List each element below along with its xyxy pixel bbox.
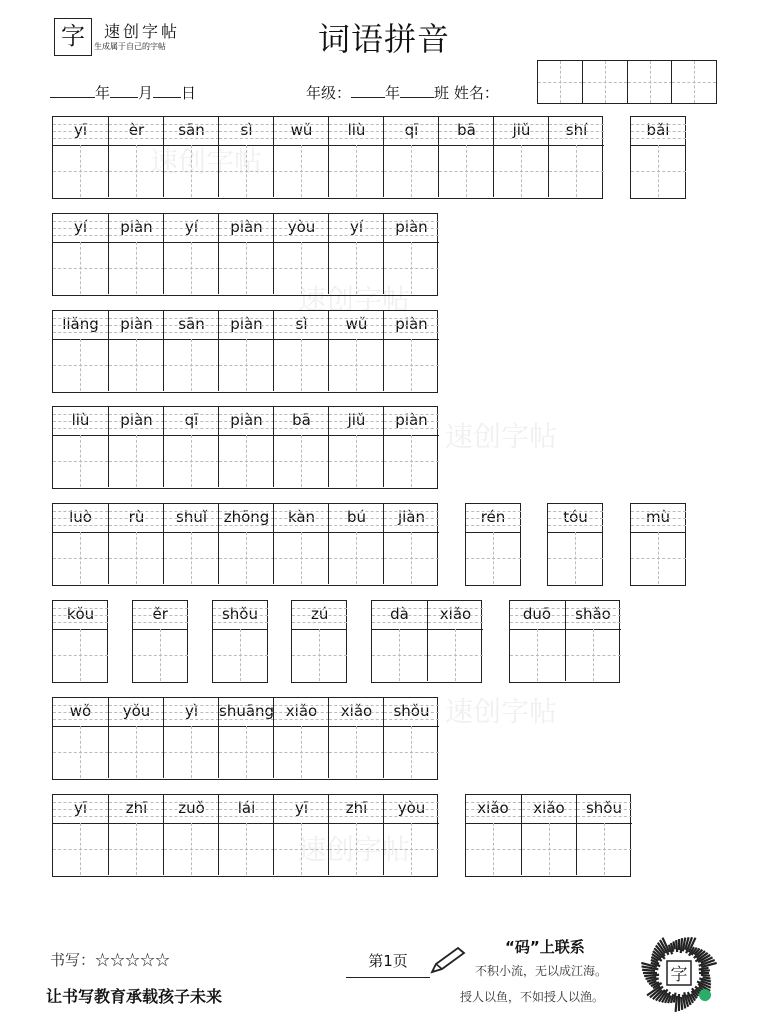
- pinyin-label: yí: [73, 217, 88, 236]
- word-box: [509, 600, 620, 683]
- watermark: 速创字帖: [298, 283, 411, 316]
- pinyin-label: bā: [457, 121, 476, 139]
- class-line: [306, 82, 499, 103]
- writing-cell[interactable]: [108, 407, 164, 487]
- writing-cell[interactable]: [53, 214, 108, 294]
- word-box: [52, 406, 438, 489]
- pinyin-label: piàn: [230, 411, 263, 430]
- writing-cell[interactable]: [493, 117, 549, 197]
- writing-cell[interactable]: [383, 504, 439, 584]
- pinyin-label: piàn: [395, 314, 428, 333]
- day-label: 日: [181, 84, 197, 102]
- pinyin-label: bú: [346, 508, 367, 527]
- writing-cell[interactable]: [108, 698, 164, 778]
- footer-motto: 让书写教育承载孩子未来: [46, 987, 223, 1006]
- watermark: 速创字帖: [445, 420, 558, 453]
- pinyin-label: mù: [645, 508, 671, 527]
- pinyin-label: liǎng: [62, 314, 99, 333]
- word-box: [630, 116, 686, 199]
- pinyin-label: jiàn: [397, 508, 426, 527]
- pinyin-label: yòu: [287, 217, 316, 236]
- pinyin-label: shǒu: [221, 605, 258, 623]
- pinyin-label: xiǎo: [340, 701, 373, 720]
- writing-cell[interactable]: [218, 407, 274, 487]
- writing-cell[interactable]: [328, 311, 384, 391]
- pinyin-label: shuāng: [219, 701, 274, 720]
- pinyin-label: piàn: [395, 411, 428, 430]
- pinyin-label: xiǎo: [285, 701, 318, 720]
- logo-slogan: 生成属于自己的字帖: [94, 42, 166, 51]
- writing-cell[interactable]: [108, 214, 164, 294]
- word-box: [52, 310, 438, 393]
- writing-cell[interactable]: [218, 311, 274, 391]
- pinyin-label: qī: [404, 121, 419, 139]
- rating: [50, 949, 170, 970]
- writing-cell[interactable]: [548, 504, 603, 584]
- word-box: [465, 503, 521, 586]
- rating-stars[interactable]: ☆☆☆☆☆: [95, 951, 171, 969]
- word-box: [52, 213, 438, 296]
- pinyin-label: luò: [69, 508, 92, 527]
- pinyin-label: sān: [178, 121, 205, 139]
- watermark: 速创字帖: [150, 145, 263, 178]
- writing-cell[interactable]: [328, 795, 384, 875]
- pinyin-label: xiǎo: [477, 798, 509, 817]
- pinyin-label: liù: [347, 121, 366, 139]
- writing-cell[interactable]: [218, 504, 274, 584]
- writing-cell[interactable]: [548, 117, 604, 197]
- pinyin-label: bǎi: [646, 121, 670, 139]
- pinyin-label: zuǒ: [178, 798, 205, 817]
- page-title: 词语拼音: [317, 20, 450, 58]
- word-box: [371, 600, 482, 683]
- writing-cell[interactable]: [383, 407, 439, 487]
- writing-cell[interactable]: [438, 117, 494, 197]
- day-blank[interactable]: [153, 83, 181, 98]
- grade-blank[interactable]: [351, 83, 385, 98]
- pinyin-label: rén: [480, 508, 506, 527]
- pinyin-label: yí: [184, 217, 199, 236]
- writing-cell[interactable]: [273, 407, 329, 487]
- pinyin-label: shǒu: [585, 798, 622, 817]
- month-blank[interactable]: [110, 83, 138, 98]
- writing-cell[interactable]: [108, 504, 164, 584]
- writing-cell[interactable]: [383, 214, 439, 294]
- logo-name: 速创字帖: [104, 22, 181, 41]
- writing-cell[interactable]: [163, 214, 219, 294]
- writing-cell[interactable]: [383, 311, 439, 391]
- pinyin-label: sì: [240, 121, 253, 139]
- word-box: [52, 503, 438, 586]
- writing-cell[interactable]: [631, 117, 686, 197]
- writing-cell[interactable]: [576, 795, 632, 875]
- writing-cell[interactable]: [273, 214, 329, 294]
- watermark: 速创字帖: [298, 833, 411, 866]
- pinyin-label: yī: [73, 798, 88, 817]
- writing-cell[interactable]: [53, 117, 108, 197]
- pinyin-label: liù: [71, 411, 90, 430]
- year-label: 年: [95, 84, 111, 102]
- writing-cell[interactable]: [108, 795, 164, 875]
- date-line: [50, 82, 196, 103]
- pinyin-label: sì: [295, 314, 308, 333]
- pinyin-label: zú: [311, 605, 329, 623]
- writing-cell[interactable]: [328, 504, 384, 584]
- pinyin-label: piàn: [120, 411, 153, 430]
- pinyin-label: tóu: [563, 508, 588, 527]
- writing-cell[interactable]: [218, 795, 274, 875]
- logo-mark: 字: [54, 18, 92, 56]
- writing-cell[interactable]: [163, 311, 219, 391]
- word-box: [465, 794, 631, 877]
- writing-cell[interactable]: [108, 117, 164, 197]
- writing-cell[interactable]: [383, 795, 439, 875]
- writing-cell[interactable]: [466, 795, 521, 875]
- word-box: [132, 600, 188, 683]
- writing-cell[interactable]: [53, 601, 108, 681]
- name-label: 姓名：: [453, 84, 499, 102]
- page-number: 第1页: [346, 950, 430, 978]
- writing-cell[interactable]: [631, 504, 686, 584]
- pinyin-label: yī: [294, 798, 309, 817]
- word-box: [630, 503, 686, 586]
- writing-cell[interactable]: [510, 601, 565, 681]
- writing-cell[interactable]: [163, 117, 219, 197]
- pinyin-label: ěr: [152, 605, 168, 623]
- pinyin-label: zhī: [125, 798, 148, 817]
- rating-label: 书写：: [50, 951, 96, 969]
- class-blank[interactable]: [400, 83, 434, 98]
- contact-heading: “码”上联系: [505, 938, 585, 956]
- word-box: [52, 794, 438, 877]
- word-box: [291, 600, 347, 683]
- writing-cell[interactable]: [218, 214, 274, 294]
- pinyin-label: piàn: [230, 314, 263, 333]
- pinyin-label: yì: [184, 701, 199, 720]
- pinyin-label: yǒu: [122, 701, 151, 720]
- pinyin-label: shǒu: [393, 701, 430, 720]
- year-blank[interactable]: [50, 83, 95, 98]
- pinyin-label: shí: [565, 121, 588, 139]
- writing-cell[interactable]: [108, 311, 164, 391]
- pinyin-label: jiǔ: [512, 121, 531, 139]
- pinyin-label: rù: [128, 508, 145, 527]
- pinyin-label: qī: [184, 411, 199, 430]
- pinyin-label: xiǎo: [533, 798, 565, 817]
- grade-year-label: 年: [385, 84, 401, 102]
- pinyin-label: bā: [292, 411, 311, 430]
- mini-program-badge-icon: [699, 989, 711, 1001]
- pinyin-label: wǒ: [69, 701, 92, 720]
- writing-cell[interactable]: [163, 795, 219, 875]
- pinyin-label: wǔ: [290, 121, 313, 139]
- mini-program-qr-code[interactable]: [638, 932, 720, 1014]
- writing-cell[interactable]: [133, 601, 188, 681]
- pinyin-label: lái: [237, 798, 256, 817]
- writing-cell[interactable]: [427, 601, 483, 681]
- pinyin-label: kǒu: [66, 605, 95, 623]
- pinyin-label: piàn: [120, 217, 153, 236]
- writing-cell[interactable]: [53, 795, 108, 875]
- watermark: 速创字帖: [445, 695, 558, 728]
- pinyin-label: kàn: [287, 508, 316, 527]
- writing-cell[interactable]: [383, 698, 439, 778]
- writing-cell[interactable]: [521, 795, 577, 875]
- writing-cell[interactable]: [328, 214, 384, 294]
- month-label: 月: [138, 84, 154, 102]
- class-label: 班: [434, 84, 450, 102]
- writing-cell[interactable]: [273, 117, 329, 197]
- pinyin-label: sān: [178, 314, 205, 333]
- writing-cell[interactable]: [273, 698, 329, 778]
- pinyin-label: èr: [128, 121, 145, 139]
- writing-cell[interactable]: [53, 311, 108, 391]
- pinyin-label: shuǐ: [176, 508, 207, 527]
- writing-cell[interactable]: [53, 407, 108, 487]
- writing-cell[interactable]: [163, 407, 219, 487]
- grade-label: 年级：: [306, 84, 352, 102]
- pinyin-label: yòu: [397, 798, 426, 817]
- pinyin-label: wǔ: [345, 314, 368, 333]
- writing-cell[interactable]: [163, 698, 219, 778]
- writing-cell[interactable]: [372, 601, 427, 681]
- name-writing-grid[interactable]: [537, 60, 717, 104]
- writing-cell[interactable]: [328, 117, 384, 197]
- writing-cell[interactable]: [383, 117, 439, 197]
- writing-cell[interactable]: [53, 504, 108, 584]
- writing-cell[interactable]: [213, 601, 268, 681]
- quote-line-1: 不积小流，无以成江海。: [475, 964, 608, 978]
- word-box: [52, 116, 603, 199]
- pinyin-label: duō: [522, 605, 552, 623]
- writing-cell[interactable]: [218, 117, 274, 197]
- writing-cell[interactable]: [218, 698, 274, 778]
- writing-cell[interactable]: [273, 504, 329, 584]
- writing-cell[interactable]: [292, 601, 347, 681]
- word-box: [52, 697, 438, 780]
- pen-icon: [428, 944, 468, 976]
- pinyin-label: piàn: [395, 217, 428, 236]
- writing-cell[interactable]: [565, 601, 621, 681]
- pinyin-label: jiǔ: [347, 411, 366, 430]
- writing-cell[interactable]: [273, 311, 329, 391]
- word-box: [52, 600, 108, 683]
- writing-cell[interactable]: [53, 698, 108, 778]
- pinyin-label: zhī: [345, 798, 368, 817]
- word-box: [547, 503, 603, 586]
- pinyin-label: piàn: [230, 217, 263, 236]
- pinyin-label: xiǎo: [439, 605, 472, 623]
- writing-cell[interactable]: [163, 504, 219, 584]
- pinyin-label: yí: [349, 217, 364, 236]
- pinyin-label: piàn: [120, 314, 153, 333]
- quote-line-2: 授人以鱼，不如授人以渔。: [460, 990, 605, 1004]
- writing-cell[interactable]: [328, 407, 384, 487]
- writing-cell[interactable]: [466, 504, 521, 584]
- pinyin-label: shǎo: [575, 605, 611, 623]
- pinyin-label: zhōng: [223, 508, 270, 527]
- pinyin-label: yī: [73, 121, 88, 139]
- writing-cell[interactable]: [273, 795, 329, 875]
- pinyin-label: dà: [390, 605, 409, 623]
- writing-cell[interactable]: [328, 698, 384, 778]
- word-box: [212, 600, 268, 683]
- qr-center-char: 字: [670, 965, 688, 985]
